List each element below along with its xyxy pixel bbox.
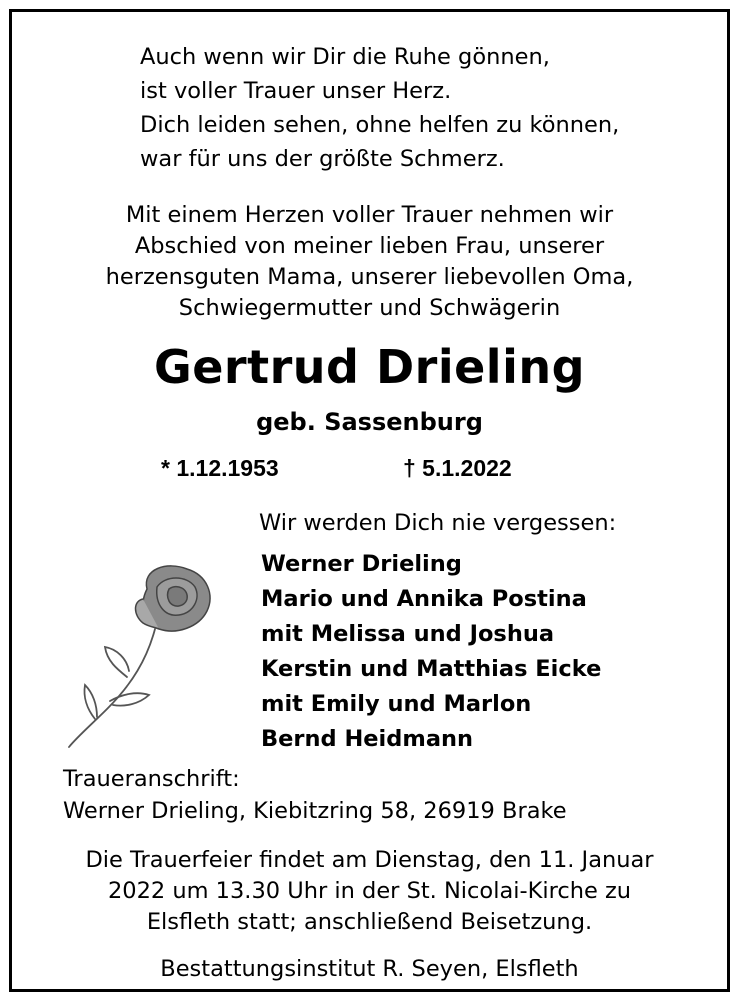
funeral-info-line: Elsfleth statt; anschließend Beisetzung.: [146, 909, 593, 935]
mourner-name: Werner Drieling: [261, 551, 462, 577]
obituary-notice: [9, 9, 730, 992]
funeral-info-line: Die Trauerfeier findet am Dienstag, den 11. Januar: [85, 847, 654, 873]
poem-line: ist voller Trauer unser Herz.: [140, 78, 452, 104]
intro-line: Abschied von meiner lieben Frau, unserer: [134, 233, 605, 259]
motto: Wir werden Dich nie vergessen:: [259, 510, 617, 536]
mourner-name: Mario und Annika Postina: [261, 586, 587, 612]
birth-name: geb. Sassenburg: [256, 408, 483, 436]
undertaker: Bestattungsinstitut R. Seyen, Elsfleth: [160, 956, 579, 982]
funeral-info-line: 2022 um 13.30 Uhr in der St. Nicolai-Kirche zu: [107, 878, 632, 904]
birth-date: * 1.12.1953: [161, 455, 279, 481]
intro-line: herzensguten Mama, unserer liebevollen Oma,: [105, 264, 634, 290]
mourner-name: Bernd Heidmann: [261, 726, 474, 752]
intro-line: Mit einem Herzen voller Trauer nehmen wir: [125, 202, 614, 228]
address-text: Werner Drieling, Kiebitzring 58, 26919 Brake: [63, 798, 567, 824]
mourner-name: mit Melissa und Joshua: [261, 621, 555, 647]
mourner-name: mit Emily und Marlon: [261, 691, 532, 717]
deceased-name: Gertrud Drieling: [153, 340, 586, 394]
poem-line: Dich leiden sehen, ohne helfen zu können,: [140, 112, 620, 138]
address-label: Traueranschrift:: [63, 766, 240, 792]
mourner-name: Kerstin und Matthias Eicke: [261, 656, 602, 682]
poem-line: Auch wenn wir Dir die Ruhe gönnen,: [140, 44, 550, 70]
poem-line: war für uns der größte Schmerz.: [140, 146, 505, 172]
rose-icon: [47, 559, 217, 749]
death-date: † 5.1.2022: [403, 455, 512, 481]
intro-line: Schwiegermutter und Schwägerin: [178, 295, 561, 321]
